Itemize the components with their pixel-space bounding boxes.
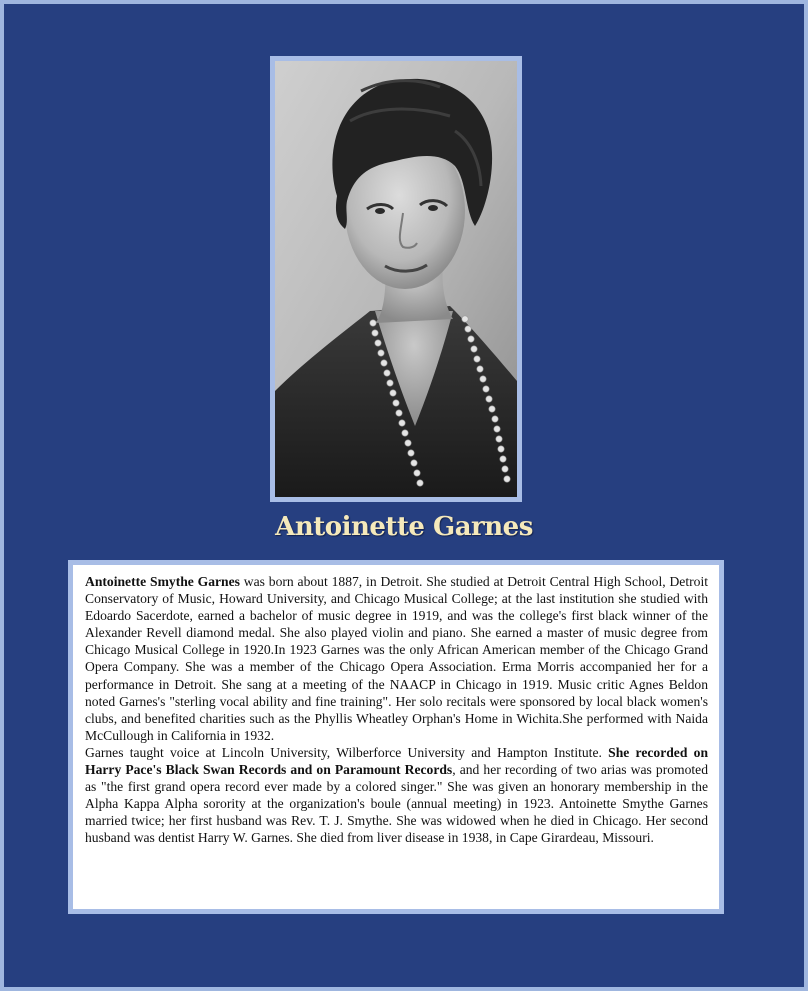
bio-subject-name: Antoinette Smythe Garnes (85, 574, 240, 589)
portrait-photo (275, 61, 517, 497)
bio-recordings-highlight: She recorded on Harry Pace's Black Swan Records and on Paramount Records (85, 744, 708, 778)
bio-paragraph-2 (85, 744, 708, 847)
page-title: Antoinette Garnes (275, 512, 533, 542)
bio-paragraph-2-end: , and her recording of two arias was promoted as "the first grand opera record ever made by a colored singer." She was given an honorary membership in the Alpha Kappa Alpha sorority at the organization's boule (annual meeting) in 1923. Antoinette Smythe Garnes married twice; her first husband was Rev. T. J. Smythe. She was widowed when he died in Chicago. Her second husband was dentist Harry W. Garnes. She died from liver disease in 1938, in Cape Girardeau, Missouri. (85, 762, 708, 846)
bio-paragraph-2-start: Garnes taught voice at Lincoln University, Wilberforce University and Hampton Institute. (85, 744, 609, 760)
bio-paragraph-1 (85, 573, 708, 744)
portrait-image (275, 61, 517, 497)
bio-text-box (68, 560, 724, 914)
bio-paragraph-1-body: was born about 1887, in Detroit. She studied at Detroit Central High School, Detroit Conservatory of Music, Howard University, and Chicago Musical College; at the last institution she studied with Edoardo Sacerdote, earned a bachelor of music degree in 1919, and was the college's first black winner of the Alexander Revell diamond medal. She also played violin and piano. She earned a master of music degree from Chicago Musical College in 1920.In 1923 Garnes was the only African American member of the Chicago Grand Opera Company. She was a member of the Chicago Opera Association. Erma Morris accompanied her for a performance in Detroit. She sang at a meeting of the NAACP in Chicago in 1919. Music critic Agnes Beldon noted Garnes's "sterling vocal ability and fine training". Her solo recitals were sponsored by local black women's clubs, and benefited charities such as the Phyllis Wheatley Orphan's Home in Wichita.She performed with Naida McCullough in California in 1932. (85, 574, 708, 743)
page-frame (4, 4, 804, 987)
photo-frame (270, 56, 522, 502)
